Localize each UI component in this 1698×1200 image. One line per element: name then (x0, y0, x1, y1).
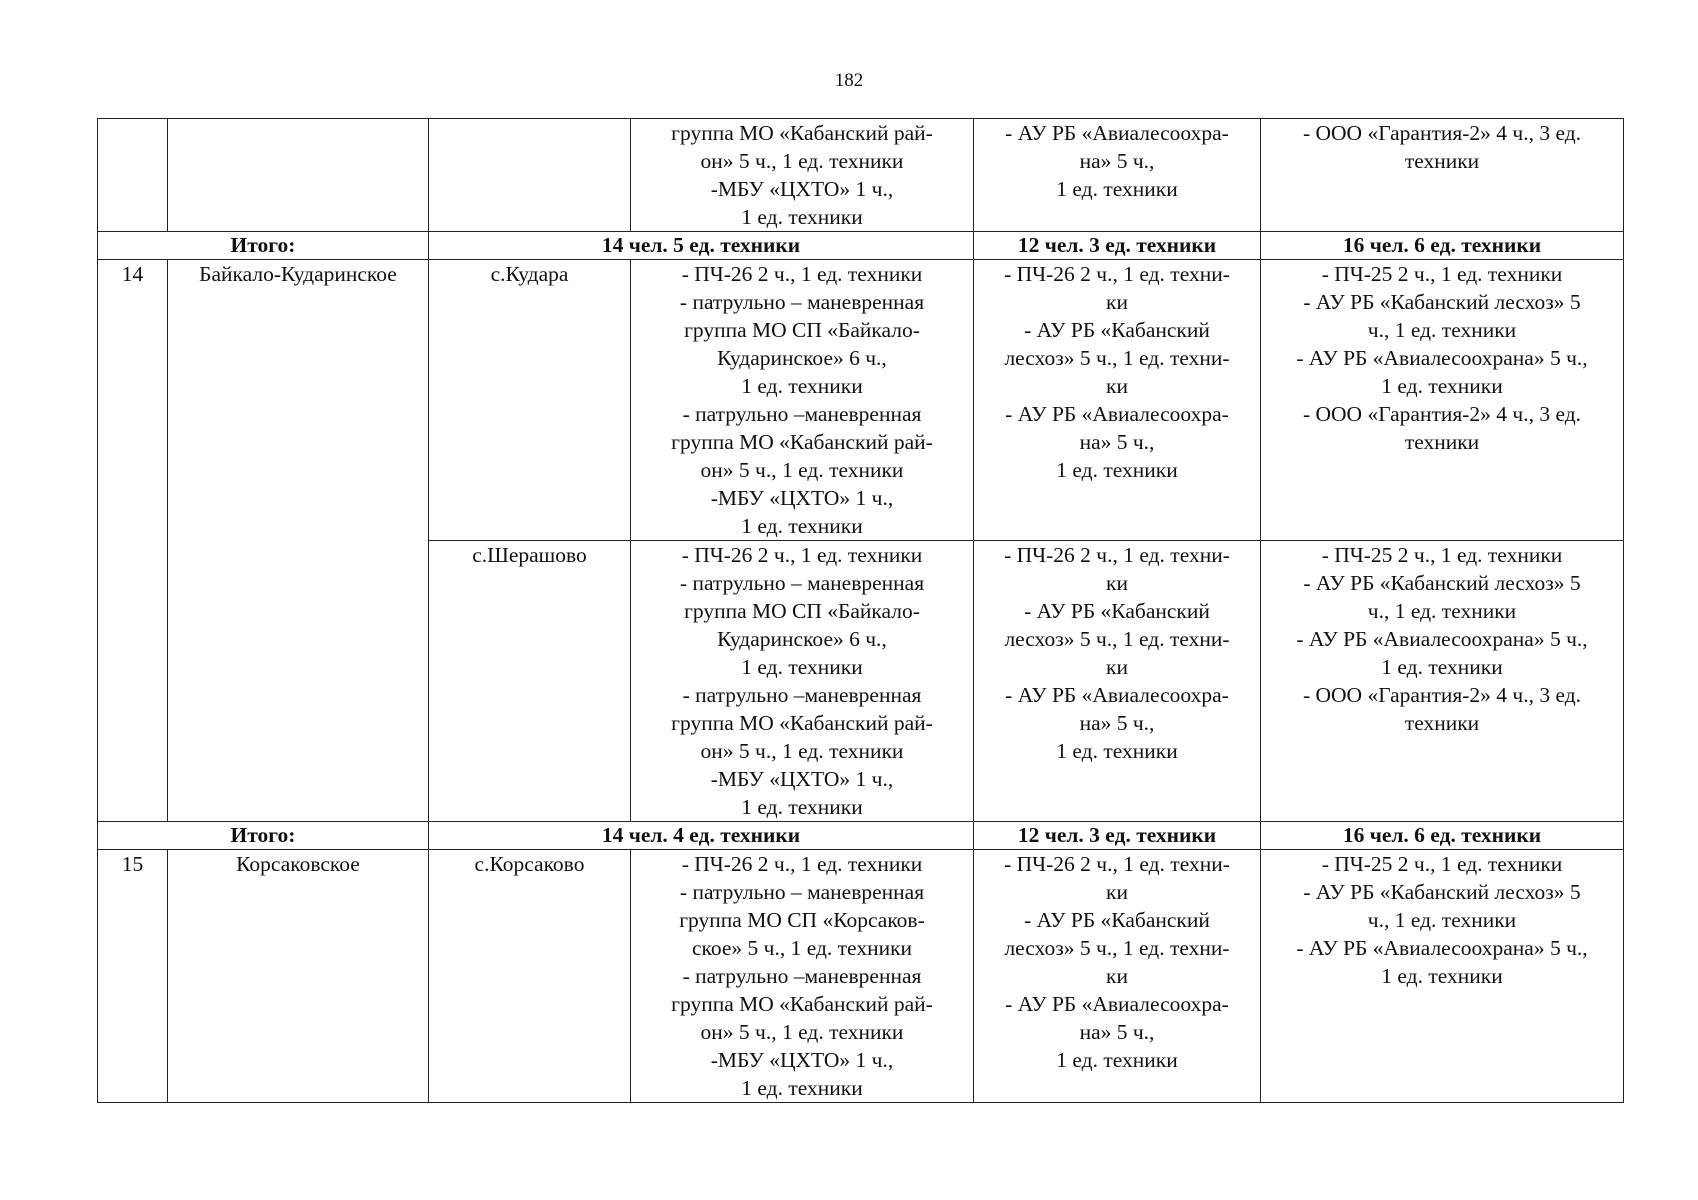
page-number: 182 (834, 70, 864, 91)
total-additional-forces: 16 чел. 6 ед. техники (1261, 232, 1624, 260)
forces-cell: - ПЧ-26 2 ч., 1 ед. техники - патрульно – маневренная группа МО СП «Корсаков- ское» 5 ч., 1 ед. техники - патрульно –маневренная группа МО «Кабанский рай- он» 5 ч., 1 ед. техники -МБУ «ЦХТО» 1 ч., 1 ед. техники (631, 850, 974, 1103)
total-row (98, 822, 1624, 850)
settlement-cell: с.Шерашово (429, 541, 631, 822)
settlement-cell (429, 119, 631, 232)
additional-forces-cell: - ПЧ-25 2 ч., 1 ед. техники - АУ РБ «Кабанский лесхоз» 5 ч., 1 ед. техники - АУ РБ «Авиалесоохрана» 5 ч., 1 ед. техники (1261, 850, 1624, 1103)
settlement-cell: с.Корсаково (429, 850, 631, 1103)
row-number-cell (98, 119, 168, 232)
municipality-cell: Корсаковское (168, 850, 429, 1103)
forces-cell: - ПЧ-26 2 ч., 1 ед. техники - патрульно – маневренная группа МО СП «Байкало- Кударинское» 6 ч., 1 ед. техники - патрульно –маневренная группа МО «Кабанский рай- он» 5 ч., 1 ед. техники -МБУ «ЦХТО» 1 ч., 1 ед. техники (631, 541, 974, 822)
additional-forces-cell: - ПЧ-25 2 ч., 1 ед. техники - АУ РБ «Кабанский лесхоз» 5 ч., 1 ед. техники - АУ РБ «Авиалесоохрана» 5 ч., 1 ед. техники - ООО «Гарантия-2» 4 ч., 3 ед. техники (1261, 541, 1624, 822)
total-row (98, 232, 1624, 260)
total-label: Итого: (98, 822, 429, 850)
forces-cell: группа МО «Кабанский рай- он» 5 ч., 1 ед. техники -МБУ «ЦХТО» 1 ч., 1 ед. техники (631, 119, 974, 232)
additional-forces-cell: - ПЧ-25 2 ч., 1 ед. техники - АУ РБ «Кабанский лесхоз» 5 ч., 1 ед. техники - АУ РБ «Авиалесоохрана» 5 ч., 1 ед. техники - ООО «Гарантия-2» 4 ч., 3 ед. техники (1261, 260, 1624, 541)
total-forces: 14 чел. 4 ед. техники (429, 822, 974, 850)
table-row (98, 850, 1624, 1103)
municipality-cell (168, 119, 429, 232)
row-number-cell: 15 (98, 850, 168, 1103)
settlement-cell: с.Кудара (429, 260, 631, 541)
table-row (98, 260, 1624, 541)
reserve-forces-cell: - ПЧ-26 2 ч., 1 ед. техни- ки - АУ РБ «Кабанский лесхоз» 5 ч., 1 ед. техни- ки - АУ РБ «Авиалесоохра- на» 5 ч., 1 ед. техники (974, 541, 1261, 822)
total-forces: 14 чел. 5 ед. техники (429, 232, 974, 260)
reserve-forces-cell: - ПЧ-26 2 ч., 1 ед. техни- ки - АУ РБ «Кабанский лесхоз» 5 ч., 1 ед. техни- ки - АУ РБ «Авиалесоохра- на» 5 ч., 1 ед. техники (974, 850, 1261, 1103)
reserve-forces-cell: - ПЧ-26 2 ч., 1 ед. техни- ки - АУ РБ «Кабанский лесхоз» 5 ч., 1 ед. техни- ки - АУ РБ «Авиалесоохра- на» 5 ч., 1 ед. техники (974, 260, 1261, 541)
continuation-row (98, 119, 1624, 232)
resources-table (97, 118, 1624, 1103)
total-reserve-forces: 12 чел. 3 ед. техники (974, 822, 1261, 850)
additional-forces-cell: - ООО «Гарантия-2» 4 ч., 3 ед. техники (1261, 119, 1624, 232)
total-label: Итого: (98, 232, 429, 260)
row-number-cell: 14 (98, 260, 168, 822)
total-reserve-forces: 12 чел. 3 ед. техники (974, 232, 1261, 260)
total-additional-forces: 16 чел. 6 ед. техники (1261, 822, 1624, 850)
forces-cell: - ПЧ-26 2 ч., 1 ед. техники - патрульно – маневренная группа МО СП «Байкало- Кударинское» 6 ч., 1 ед. техники - патрульно –маневренная группа МО «Кабанский рай- он» 5 ч., 1 ед. техники -МБУ «ЦХТО» 1 ч., 1 ед. техники (631, 260, 974, 541)
municipality-cell: Байкало-Кударинское (168, 260, 429, 822)
reserve-forces-cell: - АУ РБ «Авиалесоохра- на» 5 ч., 1 ед. техники (974, 119, 1261, 232)
